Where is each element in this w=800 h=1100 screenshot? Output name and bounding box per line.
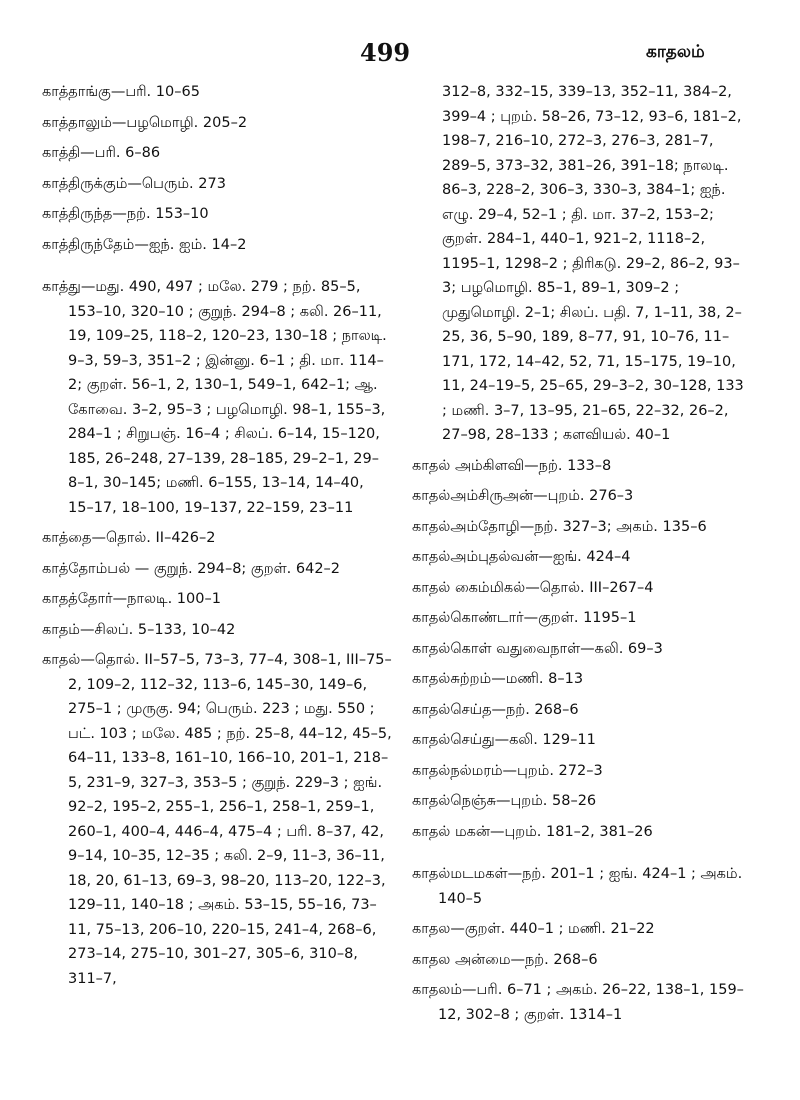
running-head: காதலம் [646, 42, 705, 62]
index-entry: காதல்அம்தோழி—நற். 327–3; அகம். 135–6 [412, 518, 707, 535]
index-entry: காதலம்—பரி. 6–71 ; அகம். 26–22, 138–1, 159–12, 302–8 ; குறள். 1314–1 [412, 982, 744, 1023]
index-entry: காத்திருந்த—நற். 153–10 [42, 206, 209, 222]
index-entry: காத்தாங்கு—பரி. 10–65 [42, 84, 200, 100]
index-entry: காதல்மடமகள்—நற். 201–1 ; ஐங். 424–1 ; அகம். 140–5 [412, 866, 743, 907]
index-entry: காதல்கொண்டார்—குறள். 1195–1 [412, 610, 637, 626]
index-entry: காத்தி—பரி. 6–86 [42, 145, 161, 161]
page-number: 499 [360, 38, 411, 67]
index-entry: காதல்—தொல். II–57–5, 73–3, 77–4, 308–1, III–75–2, 109–2, 112–32, 113–6, 145–30, 149–6, 275–1 ; முருகு. 94; பெரும். 223 ; மது. 550 ; பட். 103 ; மலே. 485 ; நற். 25–8, 44–12, 45–5, 64–11, 133–8, 161–10, 166–10, 201–1, 218–5, 231–9, 327–3, 353–5 ; குறுந். 229–3 ; ஐங். 92–2, 195–2, 255–1, 256–1, 258–1, 259–1, 260–1, 400–4, 446–4, 475–4 ; பரி. 8–37, 42, 9–14, 10–35, 12–35 ; கலி. 2–9, 11–3, 36–11, 18, 20, 61–13, 69–3, 98–20, 113–20, 122–3, 129–11, 140–18 ; அகம். 53–15, 55–16, 73–11, 75–13, 206–10, 220–15, 241–4, 268–6, 273–14, 275–10, 301–27, 305–6, 310–8, 311–7, [42, 652, 392, 987]
index-entry: காதல்அம்சிருஅன்—புறம். 276–3 [412, 488, 634, 504]
right-column [412, 80, 752, 1033]
index-entry: காதல அன்மை—நற். 268–6 [412, 951, 598, 968]
index-entry: காதம்—சிலப். 5–133, 10–42 [42, 621, 236, 638]
index-entry: காதல்செய்த—நற். 268–6 [412, 701, 579, 718]
index-entry: காதல்செய்து—கலி. 129–11 [412, 732, 596, 748]
index-entry: காத்தோம்பல் — குறுந். 294–8; குறள். 642–2 [42, 560, 341, 577]
index-entry: காதல்அம்புதல்வன்—ஐங். 424–4 [412, 549, 631, 565]
index-entry: காதல் மகன்—புறம். 181–2, 381–26 [412, 823, 653, 840]
index-entry: காதல்நெஞ்சு—புறம். 58–26 [412, 793, 597, 809]
index-entry: காதல் அம்கிளவி—நற். 133–8 [412, 457, 612, 474]
index-entry: காத்தாலும்—பழமொழி. 205–2 [42, 114, 248, 131]
index-entry: காதல்நல்மரம்—புறம். 272–3 [412, 762, 603, 779]
index-entry: காத்து—மது. 490, 497 ; மலே. 279 ; நற். 85–5, 153–10, 320–10 ; குறுந். 294–8 ; கலி. 26–11, 19, 109–25, 118–2, 120–23, 130–18 ; நாலடி. 9–3, 59–3, 351–2 ; இன்னு. 6–1 ; தி. மா. 114–2; குறள். 56–1, 2, 130–1, 549–1, 642–1; ஆ. கோவை. 3–2, 95–3 ; பழமொழி. 98–1, 155–3, 284–1 ; சிறுபஞ். 16–4 ; சிலப். 6–14, 15–120, 185, 26–248, 27–139, 28–185, 29–2–1, 29–8–1, 30–145; மணி. 6–155, 13–14, 14–40, 15–17, 18–100, 19–137, 22–159, 23–11 [42, 279, 387, 516]
index-entry: காதல—குறள். 440–1 ; மணி. 21–22 [412, 921, 655, 937]
index-entry: காதல்சுற்றம்—மணி. 8–13 [412, 671, 584, 687]
index-entry: காதல் கைம்மிகல்—தொல். III–267–4 [412, 579, 654, 596]
index-entry: காதல்கொள் வதுவைநாள்—கலி. 69–3 [412, 640, 663, 657]
page-header [0, 0, 800, 80]
index-entry-continuation: 312–8, 332–15, 339–13, 352–11, 384–2, 399–4 ; புறம். 58–26, 73–12, 93–6, 181–2, 198–7, 216–10, 272–3, 276–3, 281–7, 289–5, 373–32, 381–26, 391–18; நாலடி. 86–3, 228–2, 306–3, 330–3, 384–1; ஐந். எழு. 29–4, 52–1 ; தி. மா. 37–2, 153–2; குறள். 284–1, 440–1, 921–2, 1118–2, 1195–1, 1298–2 ; திரிகடு. 29–2, 86–2, 93–3; பழமொழி. 85–1, 89–1, 309–2 ; முதுமொழி. 2–1; சிலப். பதி. 7, 1–11, 38, 2–25, 36, 5–90, 189, 8–77, 91, 10–76, 11–171, 172, 14–42, 52, 71, 15–175, 19–10, 11, 24–19–5, 25–65, 29–3–2, 30–128, 133 ; மணி. 3–7, 13–95, 21–65, 22–32, 26–2, 27–98, 28–133 ; களவியல். 40–1 [442, 84, 744, 443]
index-entry: காத்திருந்தேம்—ஐந். ஐம். 14–2 [42, 236, 247, 253]
index-entry: காதத்தோர்—நாலடி. 100–1 [42, 591, 221, 607]
index-entry: காத்திருக்கும்—பெரும். 273 [42, 175, 226, 192]
index-entry: காத்தை—தொல். II–426–2 [42, 530, 216, 546]
left-column [42, 80, 394, 997]
